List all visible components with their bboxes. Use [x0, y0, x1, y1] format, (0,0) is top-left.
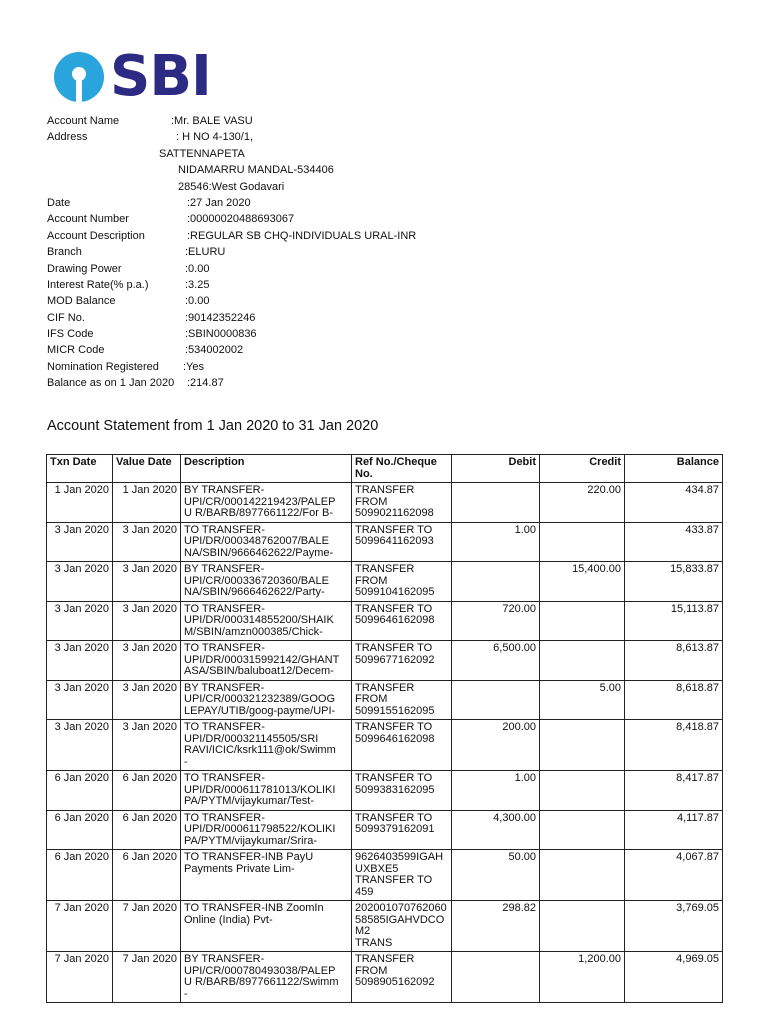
- ref-no-cell: TRANSFER FROM 5099021162098: [352, 483, 452, 523]
- description-cell: TO TRANSFER- UPI/DR/000315992142/GHANT ASA/SBIN/baluboat12/Decem-: [181, 641, 352, 681]
- balance-cell: 8,417.87: [625, 771, 723, 811]
- table-row: [47, 720, 723, 771]
- description-cell: BY TRANSFER- UPI/CR/000321232389/GOOG LEPAY/UTIB/goog-payme/UPI-: [181, 680, 352, 720]
- txn-date-cell: 6 Jan 2020: [47, 771, 113, 811]
- info-label: Date: [47, 196, 71, 209]
- info-value: :Yes: [183, 360, 205, 373]
- balance-cell: 15,113.87: [625, 601, 723, 641]
- info-value: SATTENNAPETA: [159, 147, 245, 160]
- column-header: Debit: [452, 455, 540, 483]
- transactions-table: [46, 454, 723, 1003]
- table-row: [47, 641, 723, 681]
- value-date-cell: 1 Jan 2020: [113, 483, 181, 523]
- column-header: Ref No./Cheque No.: [352, 455, 452, 483]
- description-cell: BY TRANSFER- UPI/CR/000336720360/BALE NA/SBIN/9666462622/Party-: [181, 562, 352, 602]
- description-cell: TO TRANSFER- UPI/DR/000321145505/SRI RAVI/ICIC/ksrk111@ok/Swimm -: [181, 720, 352, 771]
- debit-cell: 1.00: [452, 522, 540, 562]
- txn-date-cell: 6 Jan 2020: [47, 810, 113, 850]
- info-value: :534002002: [185, 344, 244, 357]
- credit-cell: [540, 601, 625, 641]
- txn-date-cell: 6 Jan 2020: [47, 850, 113, 901]
- info-value: NIDAMARRU MANDAL-534406: [178, 164, 334, 177]
- txn-date-cell: 1 Jan 2020: [47, 483, 113, 523]
- value-date-cell: 3 Jan 2020: [113, 601, 181, 641]
- info-label: Branch: [47, 246, 82, 259]
- ref-no-cell: 9626403599IGAH UXBXE5 TRANSFER TO 459: [352, 850, 452, 901]
- credit-cell: [540, 850, 625, 901]
- table-header-row: [47, 455, 723, 483]
- txn-date-cell: 3 Jan 2020: [47, 562, 113, 602]
- debit-cell: [452, 562, 540, 602]
- info-value: :SBIN0000836: [185, 328, 257, 341]
- value-date-cell: 6 Jan 2020: [113, 771, 181, 811]
- txn-date-cell: 7 Jan 2020: [47, 952, 113, 1003]
- info-value: :Mr. BALE VASU: [171, 115, 253, 127]
- description-cell: TO TRANSFER- UPI/DR/000611798522/KOLIKI PA/PYTM/vijaykumar/Srira-: [181, 810, 352, 850]
- ref-no-cell: TRANSFER FROM 5099155162095: [352, 680, 452, 720]
- description-cell: TO TRANSFER- UPI/DR/000611781013/KOLIKI PA/PYTM/vijaykumar/Test-: [181, 771, 352, 811]
- info-label: IFS Code: [47, 328, 94, 341]
- info-value: :ELURU: [185, 246, 226, 259]
- info-label: Address: [47, 131, 88, 144]
- value-date-cell: 7 Jan 2020: [113, 952, 181, 1003]
- txn-date-cell: 7 Jan 2020: [47, 901, 113, 952]
- ref-no-cell: 202001070762060 58585IGAHVDCO M2 TRANS: [352, 901, 452, 952]
- info-value: :214.87: [187, 377, 224, 390]
- balance-cell: 434.87: [625, 483, 723, 523]
- value-date-cell: 7 Jan 2020: [113, 901, 181, 952]
- info-label: MICR Code: [47, 344, 105, 357]
- balance-cell: 4,067.87: [625, 850, 723, 901]
- info-value: :90142352246: [185, 311, 256, 324]
- value-date-cell: 3 Jan 2020: [113, 562, 181, 602]
- txn-date-cell: 3 Jan 2020: [47, 680, 113, 720]
- credit-cell: [540, 641, 625, 681]
- debit-cell: 720.00: [452, 601, 540, 641]
- table-row: [47, 952, 723, 1003]
- description-cell: TO TRANSFER- UPI/DR/000314855200/SHAIK M/SBIN/amzn000385/Chick-: [181, 601, 352, 641]
- info-label: Balance as on 1 Jan 2020: [47, 377, 175, 390]
- info-value: :REGULAR SB CHQ-INDIVIDUALS URAL-INR: [187, 229, 417, 242]
- info-value: : H NO 4-130/1,: [176, 131, 254, 144]
- table-row: [47, 483, 723, 523]
- balance-cell: 4,969.05: [625, 952, 723, 1003]
- statement-title: Account Statement from 1 Jan 2020 to 31 Jan 2020: [47, 418, 379, 434]
- credit-cell: 220.00: [540, 483, 625, 523]
- table-row: [47, 522, 723, 562]
- ref-no-cell: TRANSFER TO 5099641162093: [352, 522, 452, 562]
- info-label: Drawing Power: [47, 262, 122, 275]
- table-row: [47, 601, 723, 641]
- value-date-cell: 3 Jan 2020: [113, 680, 181, 720]
- ref-no-cell: TRANSFER TO 5099646162098: [352, 720, 452, 771]
- ref-no-cell: TRANSFER TO 5099383162095: [352, 771, 452, 811]
- debit-cell: 1.00: [452, 771, 540, 811]
- table-row: [47, 810, 723, 850]
- sbi-keyhole-logo-icon: [54, 52, 104, 102]
- table-row: [47, 850, 723, 901]
- credit-cell: [540, 720, 625, 771]
- balance-cell: 4,117.87: [625, 810, 723, 850]
- credit-cell: [540, 901, 625, 952]
- balance-cell: 15,833.87: [625, 562, 723, 602]
- debit-cell: 298.82: [452, 901, 540, 952]
- info-label: Interest Rate(% p.a.): [47, 278, 149, 291]
- ref-no-cell: TRANSFER FROM 5098905162092: [352, 952, 452, 1003]
- info-value: :0.00: [185, 295, 210, 308]
- value-date-cell: 6 Jan 2020: [113, 850, 181, 901]
- info-label: MOD Balance: [47, 295, 116, 308]
- description-cell: BY TRANSFER- UPI/CR/000142219423/PALEP U R/BARB/8977661122/For B-: [181, 483, 352, 523]
- debit-cell: [452, 483, 540, 523]
- info-value: :27 Jan 2020: [187, 196, 251, 209]
- credit-cell: [540, 522, 625, 562]
- description-cell: TO TRANSFER-INB ZoomIn Online (India) Pvt-: [181, 901, 352, 952]
- column-header: Txn Date: [47, 455, 113, 483]
- info-value: :3.25: [185, 278, 210, 291]
- txn-date-cell: 3 Jan 2020: [47, 720, 113, 771]
- table-row: [47, 901, 723, 952]
- table-row: [47, 562, 723, 602]
- debit-cell: [452, 952, 540, 1003]
- balance-cell: 8,613.87: [625, 641, 723, 681]
- table-row: [47, 680, 723, 720]
- info-value: 28546:West Godavari: [178, 180, 285, 193]
- credit-cell: 15,400.00: [540, 562, 625, 602]
- ref-no-cell: TRANSFER TO 5099379162091: [352, 810, 452, 850]
- info-label: Nomination Registered: [47, 360, 159, 373]
- info-label: CIF No.: [47, 311, 85, 324]
- value-date-cell: 3 Jan 2020: [113, 720, 181, 771]
- description-cell: BY TRANSFER- UPI/CR/000780493038/PALEP U R/BARB/8977661122/Swimm -: [181, 952, 352, 1003]
- ref-no-cell: TRANSFER TO 5099646162098: [352, 601, 452, 641]
- table-row: [47, 771, 723, 811]
- balance-cell: 3,769.05: [625, 901, 723, 952]
- debit-cell: 200.00: [452, 720, 540, 771]
- info-label: Account Number: [47, 213, 129, 226]
- credit-cell: [540, 810, 625, 850]
- ref-no-cell: TRANSFER FROM 5099104162095: [352, 562, 452, 602]
- ref-no-cell: TRANSFER TO 5099677162092: [352, 641, 452, 681]
- sbi-logo: [54, 44, 211, 109]
- info-label: Account Name: [47, 115, 120, 127]
- column-header: Description: [181, 455, 352, 483]
- description-cell: TO TRANSFER- UPI/DR/000348762007/BALE NA/SBIN/9666462622/Payme-: [181, 522, 352, 562]
- credit-cell: 5.00: [540, 680, 625, 720]
- debit-cell: 50.00: [452, 850, 540, 901]
- description-cell: TO TRANSFER-INB PayU Payments Private Lim-: [181, 850, 352, 901]
- txn-date-cell: 3 Jan 2020: [47, 641, 113, 681]
- balance-cell: 8,618.87: [625, 680, 723, 720]
- credit-cell: 1,200.00: [540, 952, 625, 1003]
- brand-name: SBI: [110, 44, 211, 109]
- info-value: :00000020488693067: [187, 213, 295, 226]
- info-label: Account Description: [47, 229, 145, 242]
- value-date-cell: 6 Jan 2020: [113, 810, 181, 850]
- txn-date-cell: 3 Jan 2020: [47, 522, 113, 562]
- txn-date-cell: 3 Jan 2020: [47, 601, 113, 641]
- column-header: Value Date: [113, 455, 181, 483]
- balance-cell: 8,418.87: [625, 720, 723, 771]
- column-header: Balance: [625, 455, 723, 483]
- debit-cell: 6,500.00: [452, 641, 540, 681]
- debit-cell: [452, 680, 540, 720]
- credit-cell: [540, 771, 625, 811]
- balance-cell: 433.87: [625, 522, 723, 562]
- info-value: :0.00: [185, 262, 210, 275]
- debit-cell: 4,300.00: [452, 810, 540, 850]
- value-date-cell: 3 Jan 2020: [113, 522, 181, 562]
- value-date-cell: 3 Jan 2020: [113, 641, 181, 681]
- column-header: Credit: [540, 455, 625, 483]
